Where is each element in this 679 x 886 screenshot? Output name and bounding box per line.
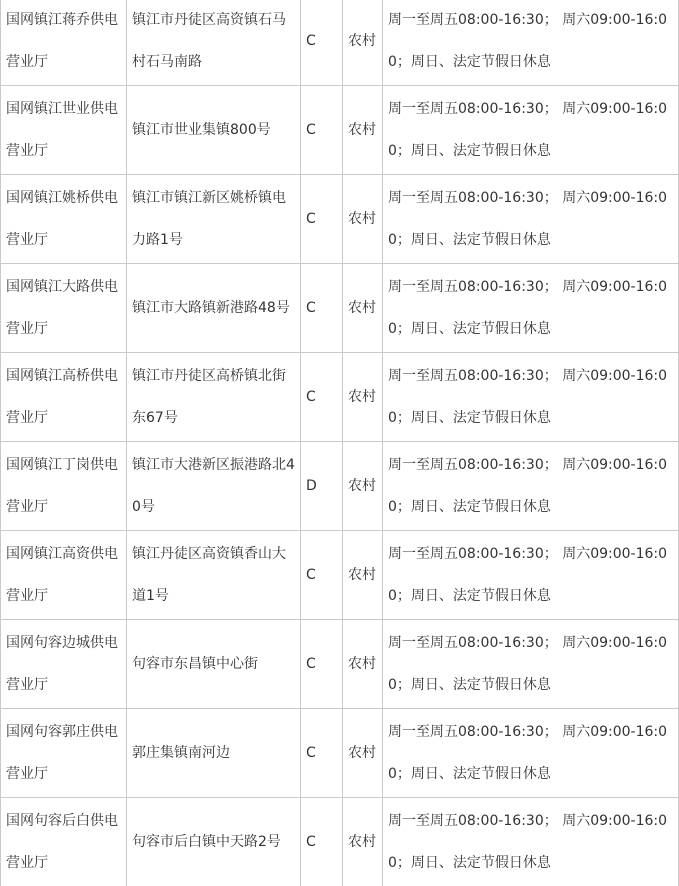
outlet-grade: C — [306, 300, 316, 316]
outlet-name-cell — [1, 175, 127, 264]
outlet-hours: 周一至周五08:00-16:30； 周六09:00-16:00；周日、法定节假日休息 — [388, 190, 668, 248]
outlet-name-cell — [1, 620, 127, 709]
outlet-grade-cell — [301, 264, 343, 353]
outlet-hours-cell — [383, 709, 679, 798]
table-row — [1, 86, 679, 175]
outlet-grade-cell — [301, 175, 343, 264]
outlet-hours-cell — [383, 264, 679, 353]
outlet-hours-cell — [383, 175, 679, 264]
table-row — [1, 264, 679, 353]
outlet-hours-cell — [383, 442, 679, 531]
outlet-area-cell — [343, 798, 383, 886]
outlet-address-cell — [127, 798, 301, 886]
table-row — [1, 531, 679, 620]
table-row — [1, 709, 679, 798]
outlet-name: 国网句容边城供电营业厅 — [6, 635, 118, 693]
outlet-address: 镇江市丹徒区高资镇石马村石马南路 — [132, 12, 286, 70]
outlet-area: 农村 — [348, 478, 376, 494]
outlet-grade: C — [306, 656, 316, 672]
outlet-hours: 周一至周五08:00-16:30； 周六09:00-16:00；周日、法定节假日休息 — [388, 12, 668, 70]
outlet-name-cell — [1, 86, 127, 175]
outlet-address-cell — [127, 531, 301, 620]
outlet-hours: 周一至周五08:00-16:30； 周六09:00-16:00；周日、法定节假日休息 — [388, 724, 668, 782]
outlet-area-cell — [343, 175, 383, 264]
outlet-area: 农村 — [348, 300, 376, 316]
outlet-name-cell — [1, 264, 127, 353]
outlet-address-cell — [127, 264, 301, 353]
outlet-hours-cell — [383, 353, 679, 442]
table-row — [1, 798, 679, 886]
outlet-name: 国网镇江丁岗供电营业厅 — [6, 457, 118, 515]
table-row — [1, 175, 679, 264]
outlet-address-cell — [127, 709, 301, 798]
outlet-name-cell — [1, 709, 127, 798]
outlet-name: 国网镇江大路供电营业厅 — [6, 279, 118, 337]
outlet-hours: 周一至周五08:00-16:30； 周六09:00-16:00；周日、法定节假日休息 — [388, 101, 668, 159]
outlet-area-cell — [343, 709, 383, 798]
outlet-name-cell — [1, 798, 127, 886]
outlet-hours-cell — [383, 0, 679, 86]
outlet-grade: D — [306, 478, 317, 494]
outlet-grade: C — [306, 33, 316, 49]
outlet-area: 农村 — [348, 567, 376, 583]
outlet-address-cell — [127, 0, 301, 86]
table-row — [1, 442, 679, 531]
outlet-area-cell — [343, 353, 383, 442]
outlet-address-cell — [127, 175, 301, 264]
outlet-hours-cell — [383, 86, 679, 175]
outlet-area: 农村 — [348, 745, 376, 761]
outlet-grade: C — [306, 122, 316, 138]
outlet-name: 国网句容郭庄供电营业厅 — [6, 724, 118, 782]
outlet-area-cell — [343, 86, 383, 175]
outlet-address: 镇江市大港新区振港路北40号 — [132, 457, 295, 515]
outlet-hours: 周一至周五08:00-16:30； 周六09:00-16:00；周日、法定节假日休息 — [388, 546, 668, 604]
outlet-grade: C — [306, 389, 316, 405]
outlet-address-cell — [127, 86, 301, 175]
outlet-hours: 周一至周五08:00-16:30； 周六09:00-16:00；周日、法定节假日休息 — [388, 368, 668, 426]
outlet-address-cell — [127, 353, 301, 442]
outlet-name-cell — [1, 353, 127, 442]
outlet-grade: C — [306, 567, 316, 583]
outlet-address: 镇江丹徒区高资镇香山大道1号 — [132, 546, 286, 604]
outlet-grade: C — [306, 211, 316, 227]
outlet-address: 句容市东昌镇中心街 — [132, 656, 258, 672]
outlet-hours-cell — [383, 531, 679, 620]
outlet-address: 郭庄集镇南河边 — [132, 745, 230, 761]
outlet-grade-cell — [301, 531, 343, 620]
outlet-address: 镇江市世业集镇800号 — [132, 122, 271, 138]
outlet-area: 农村 — [348, 834, 376, 850]
outlet-area: 农村 — [348, 122, 376, 138]
outlet-area-cell — [343, 442, 383, 531]
outlet-grade-cell — [301, 0, 343, 86]
outlet-address-cell — [127, 620, 301, 709]
outlet-name: 国网镇江高资供电营业厅 — [6, 546, 118, 604]
outlet-hours: 周一至周五08:00-16:30； 周六09:00-16:00；周日、法定节假日休息 — [388, 457, 668, 515]
outlet-address: 句容市后白镇中天路2号 — [132, 834, 281, 850]
outlet-name: 国网镇江蒋乔供电营业厅 — [6, 12, 118, 70]
outlet-grade-cell — [301, 86, 343, 175]
outlet-hours: 周一至周五08:00-16:30； 周六09:00-16:00；周日、法定节假日休息 — [388, 279, 668, 337]
outlet-name-cell — [1, 531, 127, 620]
table-row — [1, 620, 679, 709]
outlet-area-cell — [343, 264, 383, 353]
outlet-table-body — [1, 0, 679, 886]
outlet-name: 国网句容后白供电营业厅 — [6, 813, 118, 871]
outlet-address-cell — [127, 442, 301, 531]
outlet-address: 镇江市大路镇新港路48号 — [132, 300, 290, 316]
outlet-hours: 周一至周五08:00-16:30； 周六09:00-16:00；周日、法定节假日休息 — [388, 635, 668, 693]
outlet-name-cell — [1, 0, 127, 86]
outlet-grade-cell — [301, 442, 343, 531]
outlet-grade-cell — [301, 709, 343, 798]
outlet-area-cell — [343, 0, 383, 86]
outlet-name: 国网镇江高桥供电营业厅 — [6, 368, 118, 426]
outlet-name: 国网镇江世业供电营业厅 — [6, 101, 118, 159]
outlet-hours-cell — [383, 798, 679, 886]
outlet-area: 农村 — [348, 389, 376, 405]
outlet-grade-cell — [301, 353, 343, 442]
outlet-area: 农村 — [348, 33, 376, 49]
table-row — [1, 0, 679, 86]
outlet-grade-cell — [301, 620, 343, 709]
outlet-area-cell — [343, 620, 383, 709]
outlet-grade-cell — [301, 798, 343, 886]
outlet-name: 国网镇江姚桥供电营业厅 — [6, 190, 118, 248]
outlet-address: 镇江市丹徒区高桥镇北街东67号 — [132, 368, 286, 426]
table-row — [1, 353, 679, 442]
outlet-grade: C — [306, 745, 316, 761]
outlet-hours: 周一至周五08:00-16:30； 周六09:00-16:00；周日、法定节假日休息 — [388, 813, 668, 871]
outlet-address: 镇江市镇江新区姚桥镇电力路1号 — [132, 190, 286, 248]
outlet-hours-cell — [383, 620, 679, 709]
outlet-area: 农村 — [348, 656, 376, 672]
outlet-grade: C — [306, 834, 316, 850]
outlet-name-cell — [1, 442, 127, 531]
outlet-area: 农村 — [348, 211, 376, 227]
outlet-area-cell — [343, 531, 383, 620]
